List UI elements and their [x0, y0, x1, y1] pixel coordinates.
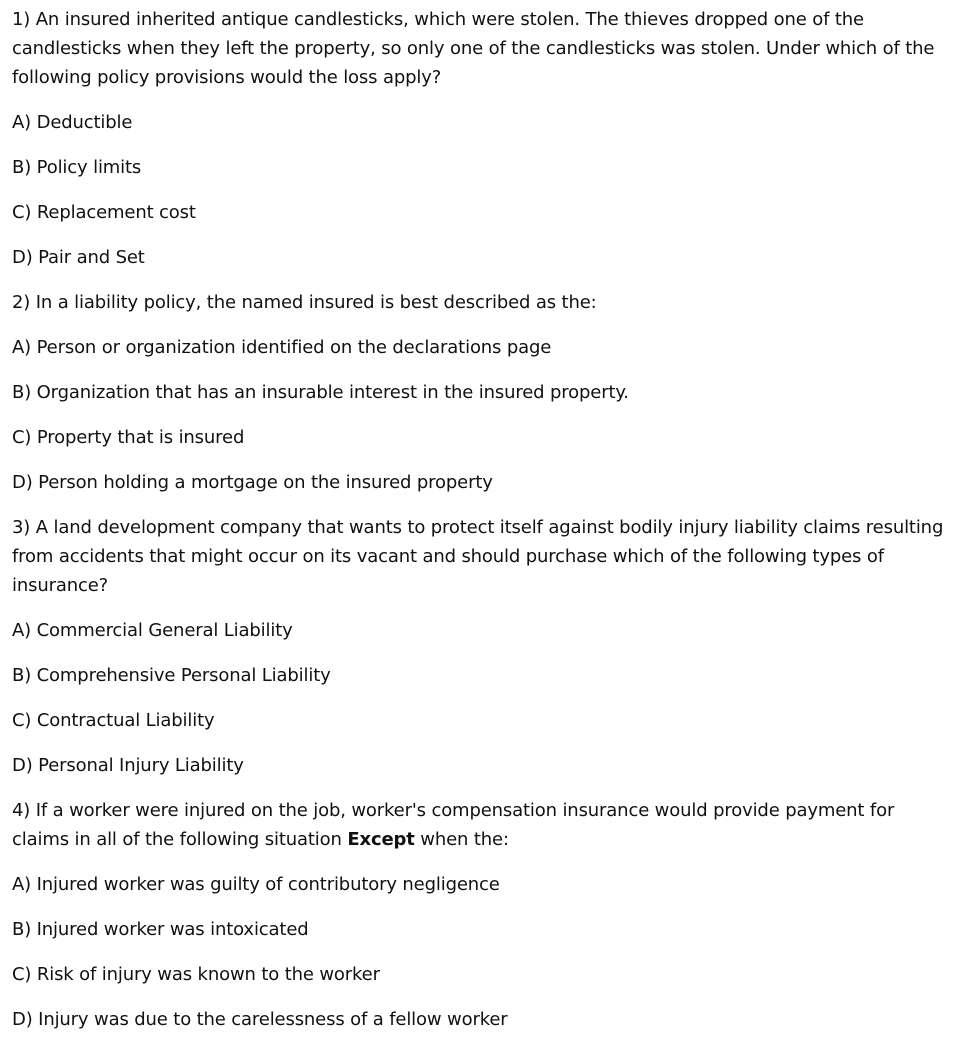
answer-option: A) Injured worker was guilty of contributory negligence [12, 874, 500, 895]
question-stem: 1) An insured inherited antique candlesticks, which were stolen. The thieves dropped one of the candlesticks when they left the property, so only one of the candlesticks was stolen. Under which of the following policy provisions would the loss apply? [12, 9, 935, 88]
answer-option: D) Personal Injury Liability [12, 755, 244, 776]
answer-option: D) Person holding a mortgage on the insured property [12, 472, 493, 493]
answer-option: B) Organization that has an insurable interest in the insured property. [12, 382, 629, 403]
question-3 [12, 513, 947, 780]
answer-option: C) Property that is insured [12, 427, 245, 448]
answer-option: A) Commercial General Liability [12, 620, 293, 641]
question-stem-emphasis: Except [347, 829, 415, 850]
question-stem [12, 796, 947, 854]
answer-option: B) Injured worker was intoxicated [12, 919, 309, 940]
answer-option: D) Injury was due to the carelessness of a fellow worker [12, 1009, 508, 1030]
answer-option: A) Deductible [12, 112, 133, 133]
answer-option: C) Replacement cost [12, 202, 196, 223]
question-4 [12, 796, 947, 1034]
answer-option: C) Contractual Liability [12, 710, 215, 731]
answer-option: D) Pair and Set [12, 247, 145, 268]
answer-option: C) Risk of injury was known to the worker [12, 964, 380, 985]
question-stem: 3) A land development company that wants to protect itself against bodily injury liability claims resulting from accidents that might occur on its vacant and should purchase which of the following types of insurance? [12, 517, 944, 596]
answer-option: A) Person or organization identified on the declarations page [12, 337, 552, 358]
answer-option: B) Policy limits [12, 157, 142, 178]
answer-option: B) Comprehensive Personal Liability [12, 665, 331, 686]
question-1 [12, 5, 947, 272]
question-stem-before: 4) If a worker were injured on the job, worker's compensation insurance would provide payment for claims in all of the following situation [12, 800, 895, 850]
question-2 [12, 288, 947, 497]
question-stem: 2) In a liability policy, the named insured is best described as the: [12, 292, 597, 313]
question-stem-after: when the: [414, 829, 509, 850]
